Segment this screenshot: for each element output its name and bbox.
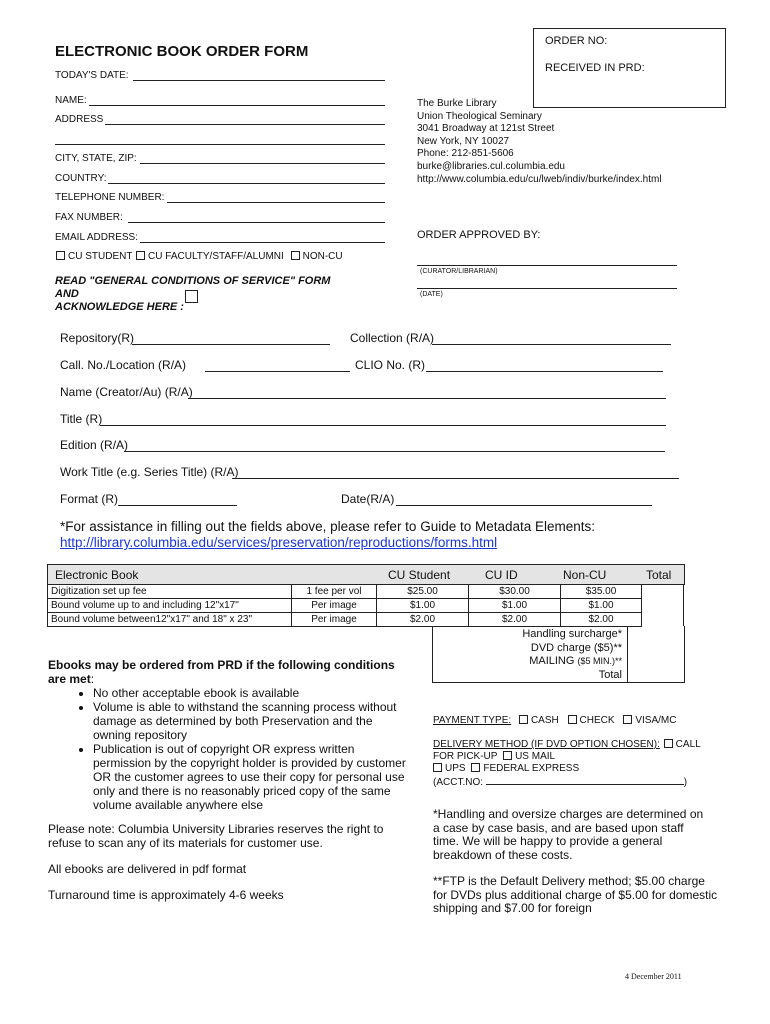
- pickup-label: FOR PICK-UP: [433, 751, 498, 762]
- header-cu-id: CU ID: [485, 568, 518, 582]
- fee-non-cu: $2.00: [561, 613, 642, 627]
- list-item: • Publication is out of copyright OR express written permission by the copyright holder is provided by customer OR the customer agrees to use their copy for personal use only and there is no reasonably priced copy of the same volume available anywhere else: [93, 742, 408, 812]
- mailing-label: [529, 655, 622, 667]
- todays-date-field[interactable]: [133, 80, 385, 81]
- acct-close: ): [683, 777, 688, 788]
- name-label: NAME:: [55, 95, 87, 106]
- curator-label: (CURATOR/LIBRARIAN): [420, 268, 498, 275]
- handling-surcharge-label: Handling surcharge*: [522, 628, 622, 640]
- list-item: • No other acceptable ebook is available: [93, 686, 408, 700]
- pdf-note: All ebooks are delivered in pdf format: [48, 862, 247, 876]
- fee-table-right-frame: [683, 584, 684, 626]
- telephone-label: TELEPHONE NUMBER:: [55, 192, 165, 203]
- payment-type-label: PAYMENT TYPE:: [433, 715, 512, 726]
- fee-unit: 1 fee per vol: [292, 585, 377, 599]
- read-conditions-line-1: READ "GENERAL CONDITIONS OF SERVICE" FORM AND: [55, 275, 331, 300]
- fee-non-cu: $1.00: [561, 599, 642, 613]
- name-field[interactable]: [89, 105, 385, 106]
- delivery-row-2: [433, 751, 701, 763]
- assistance-text: *For assistance in filling out the fields above, please refer to Guide to Metadata Elements:: [60, 519, 596, 534]
- visa-checkbox[interactable]: [623, 715, 632, 724]
- conditions-list: [48, 686, 408, 812]
- name-creator-label: Name (Creator/Au) (R/A): [60, 385, 193, 399]
- fee-cu-student: $2.00: [377, 613, 469, 627]
- form-title: ELECTRONIC BOOK ORDER FORM: [55, 43, 309, 60]
- check-label: CHECK: [579, 715, 615, 726]
- cu-student-checkbox[interactable]: [56, 251, 65, 260]
- todays-date-label: TODAY'S DATE:: [55, 70, 129, 81]
- address-field-2[interactable]: [55, 144, 385, 145]
- delivery-label: DELIVERY METHOD (IF DVD OPTION CHOSEN):: [433, 739, 660, 750]
- country-field[interactable]: [108, 183, 385, 184]
- email-field[interactable]: [140, 242, 385, 243]
- dvd-charge-label: DVD charge ($5)**: [530, 642, 622, 654]
- collection-label: Collection (R/A): [350, 331, 435, 345]
- title-field[interactable]: [100, 425, 666, 426]
- edition-label: Edition (R/A): [60, 438, 129, 452]
- fee-desc: Bound volume between12"x17" and 18" x 23": [48, 613, 292, 627]
- conditions-heading-text: Ebooks may be ordered from PRD if the following conditions are met: [48, 658, 395, 686]
- table-row: [48, 585, 642, 599]
- cash-checkbox[interactable]: [519, 715, 528, 724]
- fee-unit: Per image: [292, 613, 377, 627]
- metadata-guide-link[interactable]: http://library.columbia.edu/services/preservation/reproductions/forms.html: [60, 535, 498, 550]
- fee-desc: Bound volume up to and including 12"x17": [48, 599, 292, 613]
- total-label: Total: [598, 669, 622, 681]
- email-label: EMAIL ADDRESS:: [55, 232, 138, 243]
- clio-label: CLIO No. (R): [355, 358, 426, 372]
- library-email: burke@libraries.cul.columbia.edu: [417, 160, 565, 172]
- fax-field[interactable]: [128, 222, 385, 223]
- fee-cu-id: $30.00: [469, 585, 561, 599]
- repository-label: Repository(R): [60, 331, 135, 345]
- order-no-label: ORDER NO:: [545, 35, 608, 47]
- turnaround-note: Turnaround time is approximately 4-6 weeks: [48, 888, 284, 902]
- address-field[interactable]: [105, 124, 385, 125]
- summary-box: [432, 626, 685, 683]
- check-checkbox[interactable]: [568, 715, 577, 724]
- library-line: The Burke Library: [417, 98, 497, 109]
- mailing-text: MAILING: [529, 655, 575, 667]
- fee-cu-student: $1.00: [377, 599, 469, 613]
- format-field[interactable]: [118, 505, 237, 506]
- collection-field[interactable]: [432, 344, 671, 345]
- fee-cu-id: $1.00: [469, 599, 561, 613]
- fedex-label: FEDERAL EXPRESS: [483, 763, 580, 774]
- fee-table: [47, 584, 642, 627]
- summary-total-column: [627, 626, 628, 682]
- approved-by-label: ORDER APPROVED BY:: [417, 229, 541, 241]
- header-non-cu: Non-CU: [563, 568, 607, 582]
- fee-cu-id: $2.00: [469, 613, 561, 627]
- fee-non-cu: $35.00: [561, 585, 642, 599]
- title-label: Title (R): [60, 412, 103, 426]
- non-cu-checkbox[interactable]: [291, 251, 300, 260]
- ups-label: UPS: [445, 763, 466, 774]
- ups-checkbox[interactable]: [433, 763, 442, 772]
- format-label: Format (R): [60, 492, 118, 506]
- repository-field[interactable]: [132, 344, 330, 345]
- call-no-field[interactable]: [205, 371, 350, 372]
- conditions-block: [48, 658, 408, 812]
- list-item: • Volume is able to withstand the scanning process without damage as determined by both Preservation and the owning repository: [93, 700, 408, 742]
- usmail-checkbox[interactable]: [503, 751, 512, 760]
- curator-signature-field[interactable]: [417, 265, 677, 266]
- library-line: 3041 Broadway at 121st Street: [417, 123, 555, 135]
- delivery-row-3: [433, 763, 701, 775]
- header-cu-student: CU Student: [388, 568, 451, 582]
- clio-field[interactable]: [426, 371, 663, 372]
- city-label: CITY, STATE, ZIP:: [55, 153, 137, 164]
- library-line: Phone: 212-851-5606: [417, 148, 514, 160]
- table-row: [48, 599, 642, 613]
- library-address: [417, 98, 662, 186]
- table-row: [48, 613, 642, 627]
- library-url: http://www.columbia.edu/cu/lweb/indiv/burke/index.html: [417, 173, 662, 185]
- date-label: Date(R/A): [341, 492, 395, 506]
- delivery-method: [433, 739, 701, 789]
- header-electronic-book: Electronic Book: [55, 568, 139, 582]
- status-options: [55, 251, 343, 262]
- fee-table-header: [47, 564, 685, 585]
- date-field[interactable]: [396, 505, 652, 506]
- footer-date: 4 December 2011: [625, 972, 682, 981]
- fee-cu-student: $25.00: [377, 585, 469, 599]
- fax-label: FAX NUMBER:: [55, 212, 123, 223]
- address-label: ADDRESS: [55, 114, 104, 125]
- call-no-label: Call. No./Location (R/A): [60, 358, 187, 372]
- city-field[interactable]: [140, 163, 385, 164]
- acknowledge-checkbox[interactable]: [185, 290, 198, 303]
- visa-label: VISA/MC: [635, 715, 677, 726]
- library-line: Union Theological Seminary: [417, 110, 542, 122]
- name-creator-field[interactable]: [188, 398, 666, 399]
- edition-field[interactable]: [124, 451, 665, 452]
- read-conditions-text: [55, 275, 355, 314]
- payment-type: [433, 715, 676, 726]
- header-total: Total: [646, 568, 672, 582]
- work-title-label: Work Title (e.g. Series Title) (R/A): [60, 465, 239, 479]
- fedex-checkbox[interactable]: [471, 763, 480, 772]
- approval-date-field[interactable]: [417, 288, 677, 289]
- cu-student-label: CU STUDENT: [68, 251, 133, 262]
- ftp-note: **FTP is the Default Delivery method; $5.00 charge for DVDs plus additional charge of $5.00 for domestic shipping and $7.00 for foreign: [433, 874, 718, 915]
- delivery-row-4: [433, 775, 701, 789]
- library-line: New York, NY 10027: [417, 135, 510, 147]
- acct-field[interactable]: [486, 775, 684, 785]
- delivery-row-1: [433, 739, 701, 751]
- cu-faculty-label: CU FACULTY/STAFF/ALUMNI: [148, 251, 284, 262]
- acct-label: (ACCT.NO:: [433, 777, 483, 788]
- approval-date-label: (DATE): [420, 291, 443, 298]
- received-label: RECEIVED IN PRD:: [545, 62, 645, 74]
- order-box: [533, 28, 726, 108]
- handling-note: *Handling and oversize charges are determined on a case by case basis, and are based upon staff time. We will be happy to provide a general breakdown of these costs.: [433, 807, 704, 862]
- telephone-field[interactable]: [167, 202, 385, 203]
- mailing-min: ($5 MIN.)**: [577, 656, 622, 666]
- conditions-heading: Ebooks may be ordered from PRD if the following conditions are met:: [48, 658, 395, 686]
- refuse-note: Please note: Columbia University Libraries reserves the right to refuse to scan any of its materials for customer use.: [48, 822, 384, 850]
- call-checkbox[interactable]: [664, 739, 673, 748]
- call-label: CALL: [675, 739, 701, 750]
- cash-label: CASH: [530, 715, 559, 726]
- read-conditions-line-2: ACKNOWLEDGE HERE :: [55, 301, 184, 313]
- cu-faculty-checkbox[interactable]: [136, 251, 145, 260]
- non-cu-label: NON-CU: [302, 251, 343, 262]
- work-title-field[interactable]: [232, 478, 679, 479]
- fee-unit: Per image: [292, 599, 377, 613]
- country-label: COUNTRY:: [55, 173, 107, 184]
- usmail-label: US MAIL: [515, 751, 556, 762]
- fee-desc: Digitization set up fee: [48, 585, 292, 599]
